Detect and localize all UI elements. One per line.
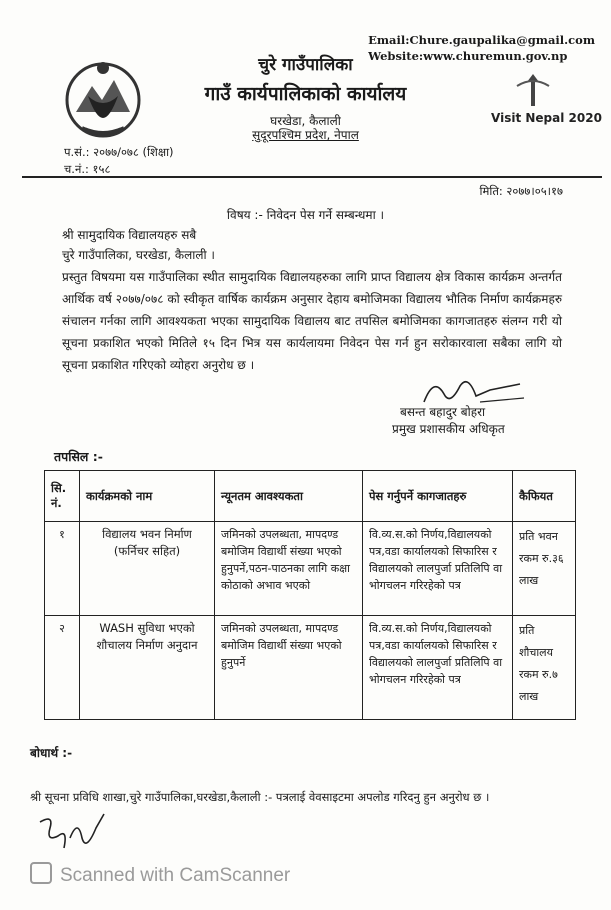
body-paragraph: प्रस्तुत विषयमा यस गाउँपालिका स्थीत सामुदायिक विद्यालयहरुका लागि प्राप्त विद्यालय क्षेत्र विकास कार्यक्रम अन्तर्गत आर्थिक वर्ष २०७७/०७८ को स्वीकृत वार्षिक कार्यक्रम अनुसार देहाय बमोजिमका विद्यालय भौतिक निर्माण कार्यक्रमहरु संचालन गर्नका लागि आवश्यकता भएका सामुदायिक विद्यालय बाट तपसिल बमोजिमका कागजातहरु संलग्न गरी यो सूचना प्रकाशित भएको मितिले १५ दिन भित्र यस कार्यलायमा निवेदन पेस गर्न हुन सरोकारवाला सबैका लागि यो सूचना प्रकाशित गरिएको व्योहरा अनुरोध छ । [62, 270, 562, 372]
row-remarks: प्रति शौचालय रकम रु.७ लाख [513, 616, 576, 720]
row-program: विद्यालय भवन निर्माण (फर्निचर सहित) [80, 522, 215, 616]
col-remarks: कैफियत [513, 471, 576, 522]
row-documents: वि.व्य.स.को निर्णय,विद्यालयको पत्र,वडा कार्यालयको सिफारिस र विद्यालयको लालपुर्जा प्रतिलिपि वा भोगचलन गरिरहेको पत्र [363, 522, 513, 616]
col-sn: सि. नं. [45, 471, 80, 522]
province-name: सुदूरपश्चिम प्रदेश, नेपाल [252, 128, 359, 142]
col-documents: पेस गर्नुपर्ने कागजातहरु [363, 471, 513, 522]
signatory-title: प्रमुख प्रशासकीय अधिकृत [392, 422, 505, 436]
watermark-text: Scanned with CamScanner [60, 865, 291, 886]
table-row [45, 616, 576, 720]
header-divider [22, 176, 602, 178]
table-header-row [45, 471, 576, 522]
row-documents: वि.व्य.स.को निर्णय,विद्यालयको पत्र,वडा कार्यालयको सिफारिस र विद्यालयको लालपुर्जा प्रतिलिपि वा भोगचलन गरिरहेको पत्र [363, 616, 513, 720]
visit-nepal-logo-icon [487, 72, 602, 138]
office-name: गाउँ कार्यपालिकाको कार्यालय [204, 83, 407, 105]
program-table [44, 470, 576, 720]
row-requirement: जमिनको उपलब्धता, मापदण्ड बमोजिम विद्यार्थी संख्या भएको हुनुपर्ने [215, 616, 363, 720]
tapasil-label: तपसिल :- [54, 449, 103, 464]
website-text: Website:www.churemun.gov.np [368, 49, 568, 63]
subject-line: विषय :- निवेदन पेस गर्ने सम्बन्धमा । [226, 208, 385, 222]
initial-signature-icon [34, 808, 114, 858]
signatory-name: बसन्त बहादुर बोहरा [400, 405, 486, 419]
dispatch-number: च.नं.: १५८ [64, 162, 111, 176]
letter-date: मिति: २०७७।०५।१७ [479, 184, 563, 198]
bodhartha-line: श्री सूचना प्रविधि शाखा,चुरे गाउँपालिका,घरखेडा,कैलाली :- पत्रलाई वेवसाइटमा अपलोड गरिदनु हुन अनुरोध छ । [30, 790, 490, 804]
email-text: Email:Chure.gaupalika@gmail.com [368, 33, 595, 47]
signatory-block [392, 404, 505, 438]
row-sn: २ [45, 616, 80, 720]
camscanner-watermark [30, 862, 290, 887]
row-requirement: जमिनको उपलब्धता, मापदण्ड बमोजिम विद्यार्थी संख्या भएको हुनुपर्ने,पठन-पाठनका लागि कक्षा कोठाको अभाव भएको [215, 522, 363, 616]
table-row [45, 522, 576, 616]
addressee-line1: श्री सामुदायिक विद्यालयहरु सबै [62, 228, 197, 242]
addressee-line2: चुरे गाउँपालिका, घरखेडा, कैलाली । [62, 248, 215, 262]
row-remarks: प्रति भवन रकम रु.३६ लाख [513, 522, 576, 616]
col-requirement: न्यूनतम आवश्यकता [215, 471, 363, 522]
row-sn: १ [45, 522, 80, 616]
reference-number: प.सं.: २०७७/०७८ (शिक्षा) [64, 145, 174, 159]
row-program: WASH सुविधा भएको शौचालय निर्माण अनुदान [80, 616, 215, 720]
visit-nepal-text: Visit Nepal 2020 [491, 111, 602, 125]
camscanner-icon [30, 862, 52, 884]
col-program: कार्यक्रमको नाम [80, 471, 215, 522]
municipality-name: चुरे गाउँपालिका [258, 55, 353, 75]
bodhartha-label: बोधार्थ :- [30, 746, 73, 760]
office-address: घरखेडा, कैलाली [270, 114, 341, 128]
